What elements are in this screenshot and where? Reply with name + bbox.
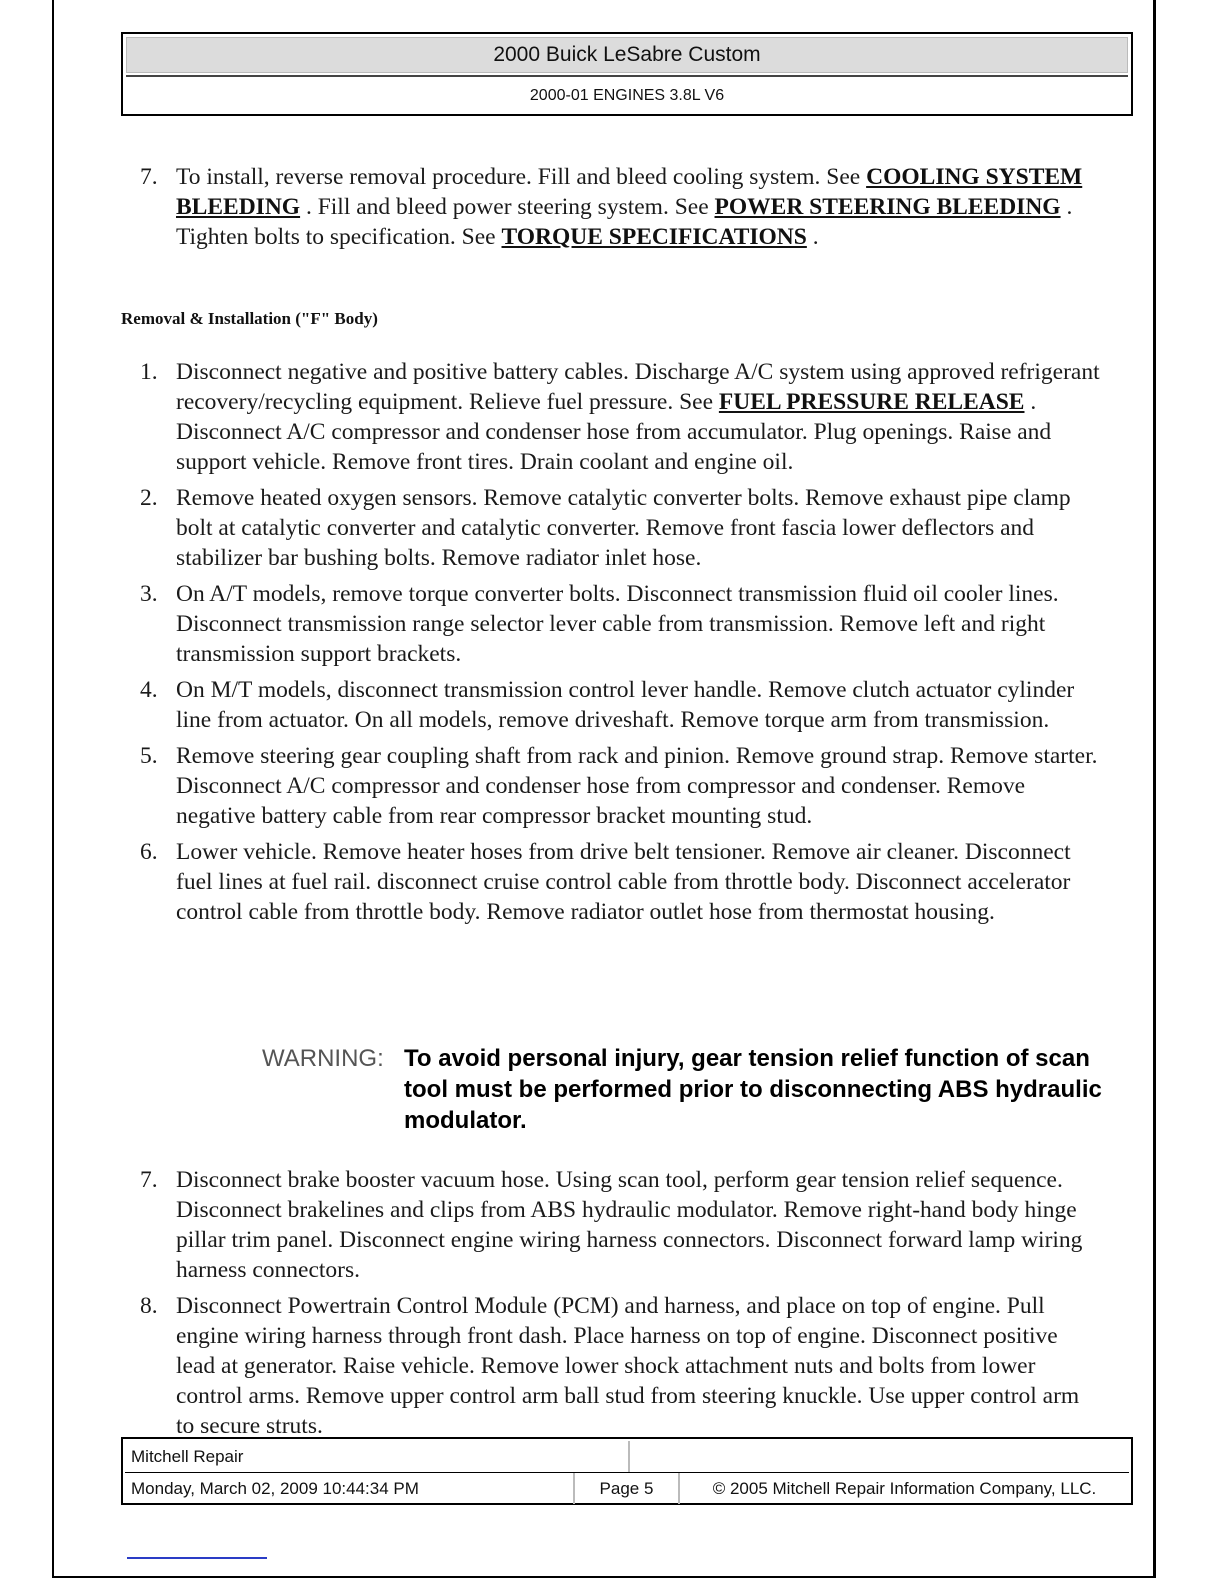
section-heading: Removal & Installation ("F" Body)	[121, 309, 378, 328]
step-number: 3.	[140, 581, 158, 607]
list-item	[140, 579, 1100, 669]
cooling-system-bleeding-link[interactable]: COOLING SYSTEM BLEEDING	[176, 164, 1083, 220]
list-item	[140, 483, 1100, 573]
warning-label: WARNING:	[262, 1045, 384, 1072]
removal-steps-continued	[140, 1165, 1100, 1447]
document-subtitle: 2000-01 ENGINES 3.8L V6	[126, 75, 1128, 115]
footer-company: Mitchell Repair	[125, 1441, 630, 1472]
step-text: On M/T models, disconnect transmission control lever handle. Remove clutch actuator cylinder line from actuator. On all models, remove driveshaft. Remove torque arm from transmission.	[176, 677, 1075, 733]
step-number: 2.	[140, 485, 158, 511]
list-item: 7. To install, reverse removal procedure. Fill and bleed cooling system. See COOLING SYSTEM BLEEDING . Fill and bleed power steering system. See POWER STEERING BLEEDING . Tighten bolts to specification. See TORQUE SPECIFICATIONS .	[140, 164, 1083, 250]
list-item	[140, 741, 1100, 831]
power-steering-bleeding-link[interactable]: POWER STEERING BLEEDING	[714, 194, 1061, 220]
list-item	[140, 837, 1100, 927]
step-number: 5.	[140, 743, 158, 769]
list-item	[140, 675, 1100, 735]
footer-page-number: Page 5	[575, 1473, 680, 1504]
list-item	[140, 1165, 1100, 1285]
step-text: Remove steering gear coupling shaft from rack and pinion. Remove ground strap. Remove starter. Disconnect A/C compressor and condenser hose from compressor and condenser. Remove negative battery cable from rear compressor bracket mounting stud.	[176, 743, 1098, 829]
footer-copyright: © 2005 Mitchell Repair Information Company, LLC.	[712, 1478, 1097, 1498]
step-text: Disconnect Powertrain Control Module (PCM) and harness, and place on top of engine. Pull engine wiring harness through front dash. Place harness on top of engine. Disconnect positive lead at generator. Raise vehicle. Remove lower shock attachment nuts and bolts from lower control arms. Remove upper control arm ball stud from steering knuckle. Use upper control arm to secure struts.	[176, 1293, 1080, 1439]
step-number: 8.	[140, 1293, 158, 1319]
step-number: 4.	[140, 677, 158, 703]
step-number: 7.	[140, 1167, 158, 1193]
torque-specifications-link[interactable]: TORQUE SPECIFICATIONS	[501, 224, 807, 250]
document-footer	[121, 1437, 1133, 1505]
document-header	[121, 32, 1133, 116]
step-text: Disconnect brake booster vacuum hose. Using scan tool, perform gear tension relief sequence. Disconnect brakelines and clips from ABS hydraulic modulator. Remove right-hand body hinge pillar trim panel. Disconnect engine wiring harness connectors. Disconnect forward lamp wiring harness connectors.	[176, 1167, 1083, 1283]
step-number: 1.	[140, 359, 158, 385]
continued-steps	[140, 162, 1100, 258]
bottom-rule	[127, 1557, 267, 1559]
step-text: On A/T models, remove torque converter bolts. Disconnect transmission fluid oil cooler lines. Disconnect transmission range selector lever cable from transmission. Remove left and right transmission support brackets.	[176, 581, 1059, 667]
document-title: 2000 Buick LeSabre Custom	[126, 37, 1128, 73]
fuel-pressure-release-link[interactable]: FUEL PRESSURE RELEASE	[718, 389, 1025, 415]
removal-steps	[140, 357, 1100, 933]
footer-date: Monday, March 02, 2009 10:44:34 PM	[125, 1473, 575, 1504]
step-text: Lower vehicle. Remove heater hoses from drive belt tensioner. Remove air cleaner. Disconnect fuel lines at fuel rail. disconnect cruise control cable from throttle body. Disconnect accelerator control cable from throttle body. Remove radiator outlet hose from thermostat housing.	[176, 839, 1071, 925]
list-item	[140, 1291, 1100, 1441]
step-number: 7.	[140, 164, 158, 190]
warning-text: To avoid personal injury, gear tension relief function of scan tool must be performed prior to disconnecting ABS hydraulic modulator.	[404, 1045, 1102, 1134]
warning-note	[262, 1043, 1102, 1136]
step-text: Remove heated oxygen sensors. Remove catalytic converter bolts. Remove exhaust pipe clamp bolt at catalytic converter and catalytic converter. Remove front fascia lower deflectors and stabilizer bar bushing bolts. Remove radiator inlet hose.	[176, 485, 1071, 571]
list-item: 1. Disconnect negative and positive battery cables. Discharge A/C system using approved refrigerant recovery/recycling equipment. Relieve fuel pressure. See FUEL PRESSURE RELEASE . Disconnect A/C compressor and condenser hose from accumulator. Plug openings. Raise and support vehicle. Remove front tires. Drain coolant and engine oil.	[140, 359, 1100, 475]
step-number: 6.	[140, 839, 158, 865]
